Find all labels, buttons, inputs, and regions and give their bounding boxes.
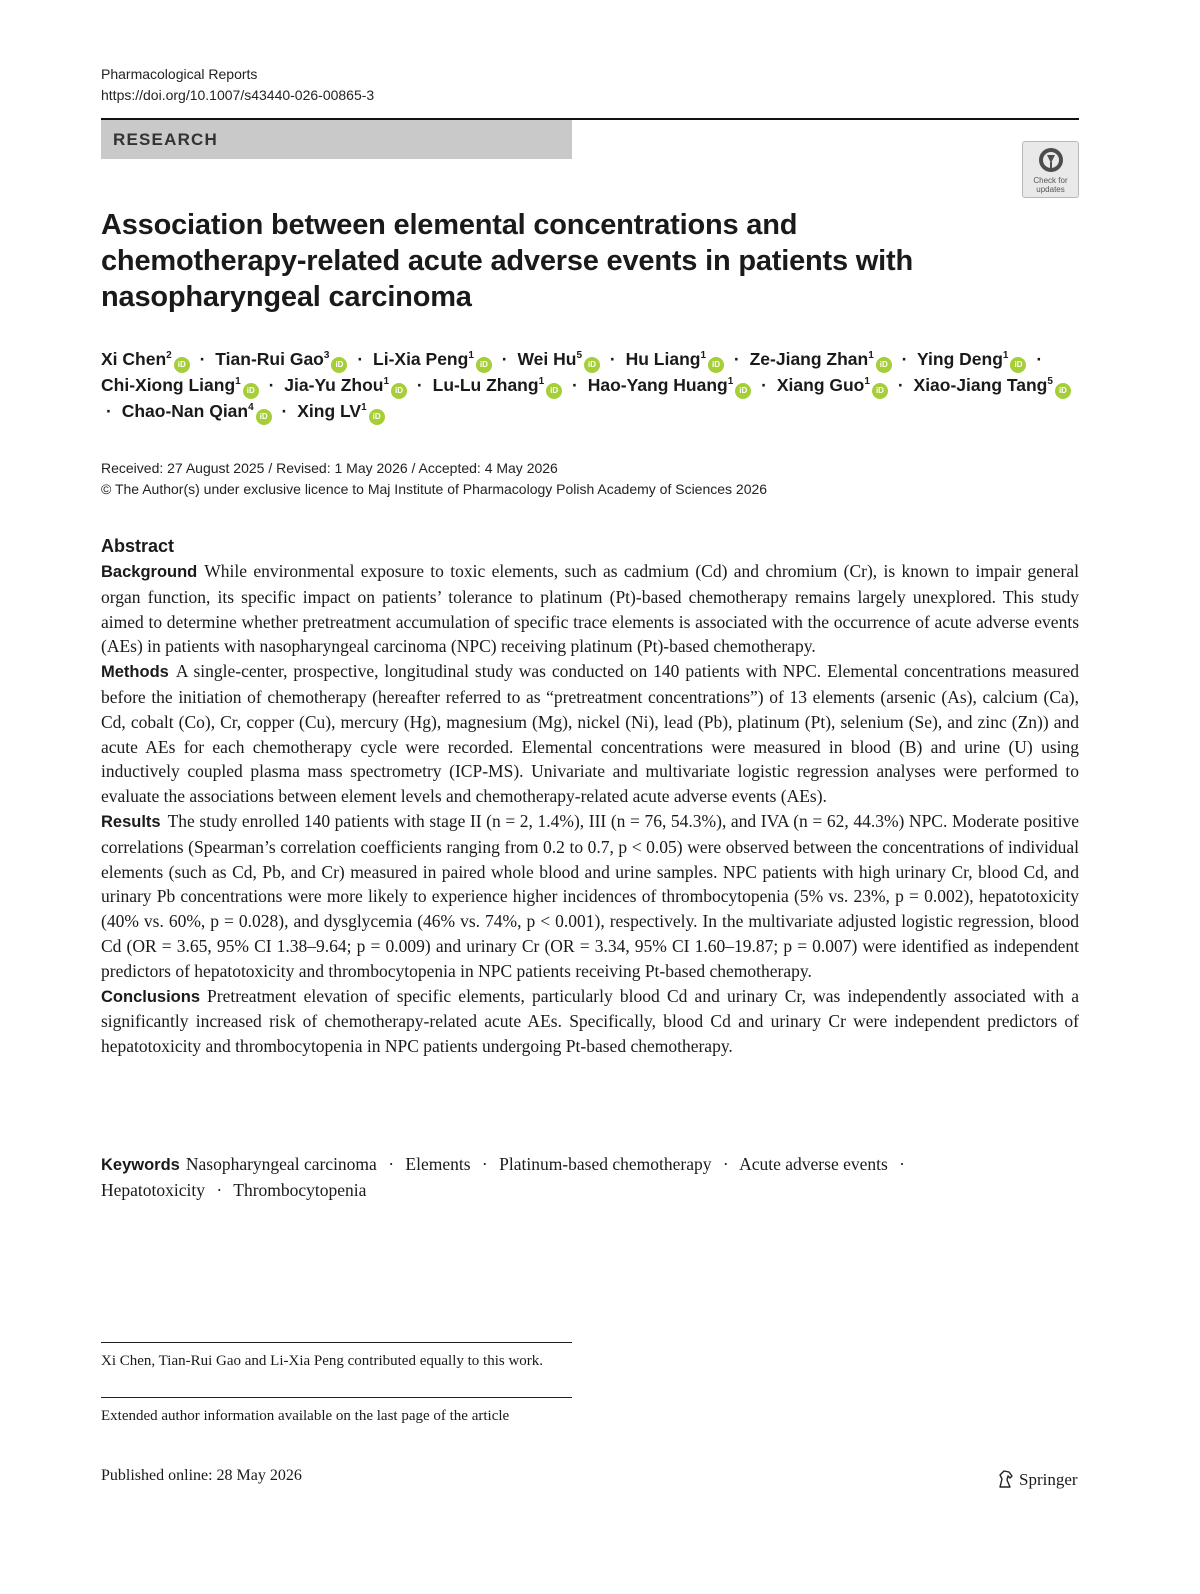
author-name: Chi-Xiong Liang [101, 375, 236, 395]
keyword[interactable]: Hepatotoxicity [101, 1180, 206, 1200]
author-name: Tian-Rui Gao [215, 349, 324, 369]
footnote-rule [101, 1342, 572, 1343]
check-for-updates-label: Check for updates [1033, 176, 1068, 194]
abstract-section-label: Conclusions [101, 987, 201, 1006]
keyword[interactable]: Elements [405, 1154, 471, 1174]
footnote-extended-info: Extended author information available on the last page of the article [101, 1408, 510, 1424]
keyword[interactable]: Acute adverse events [739, 1154, 888, 1174]
author-separator: · [357, 349, 364, 369]
author-name: Li-Xia Peng [373, 349, 469, 369]
abstract-results [101, 809, 1079, 984]
article-title: Association between elemental concentrations and chemotherapy-related acute adverse events in patients with nasopharyngeal carcinoma [101, 209, 913, 313]
author-separator: · [609, 349, 616, 369]
author-name: Xiao-Jiang Tang [913, 375, 1048, 395]
keyword[interactable]: Thrombocytopenia [233, 1180, 367, 1200]
keywords-list [101, 1154, 912, 1200]
footnote-rule [101, 1397, 572, 1398]
author-affiliation: 1 [1002, 350, 1009, 362]
author-affiliation: 5 [1047, 376, 1053, 388]
keywords [101, 1152, 1001, 1203]
author-separator: · [901, 349, 908, 369]
author[interactable] [626, 349, 724, 369]
author-separator: · [106, 401, 112, 421]
section-band [101, 120, 572, 159]
author-affiliation: 1 [864, 376, 870, 388]
abstract-section-text: While environmental exposure to toxic elements, such as cadmium (Cd) and chromium (Cr), is known to impair general organ function, its specific impact on patients’ tolerance to platinum (Pt)-based chemotherapy remains largely unexplored. This study aimed to determine whether pretreatment accumulation of specific trace elements is associated with the occurrence of acute adverse events (AEs) in patients with nasopharyngeal carcinoma (NPC) receiving platinum (Pt)-based chemotherapy. [101, 561, 1079, 657]
section-label: RESEARCH [113, 130, 219, 149]
author[interactable] [297, 401, 384, 421]
keyword-separator: · [722, 1154, 729, 1174]
journal-header [101, 64, 374, 106]
author-affiliation: 1 [235, 376, 241, 388]
keyword-separator: · [388, 1154, 395, 1174]
abstract-section-label: Background [101, 563, 198, 581]
orcid-icon[interactable]: iD [1010, 357, 1026, 373]
author-name: Chao-Nan Qian [121, 401, 249, 421]
abstract-section-text: The study enrolled 140 patients with stage II (n = 2, 1.4%), III (n = 76, 54.3%), and IVA (n = 62, 44.3%) NPC. Moderate positive correlations (Spearman’s correlation coefficients ranging from 0.2 to 0.7, p < 0.05) were observed between the concentrations of individual elements (such as Cd, Pb, and Cr) measured in paired whole blood and urine samples. NPC patients with high urinary Cr, blood Cd, and urinary Pb concentrations were more likely to experience higher incidences of thrombocytopenia (5% vs. 23%, p = 0.002), hepatotoxicity (40% vs. 60%, p = 0.028), and dysglycemia (46% vs. 74%, p < 0.001), respectively. In the multivariate adjusted logistic regression, blood Cd (OR = 3.65, 95% CI 1.38–9.64; p = 0.009) and urinary Cr (OR = 3.34, 95% CI 1.60–19.87; p = 0.007) were identified as independent predictors of hepatotoxicity and thrombocytopenia in NPC patients receiving Pt-based chemotherapy. [101, 810, 1079, 981]
article-dates [101, 458, 767, 500]
orcid-icon[interactable]: iD [476, 357, 492, 373]
author[interactable] [101, 349, 190, 369]
keyword[interactable]: Platinum-based chemotherapy [499, 1154, 712, 1174]
abstract-conclusions [101, 984, 1079, 1059]
abstract-section-text: A single-center, prospective, longitudinal study was conducted on 140 patients with NPC. Elemental concentrations measured before the initiation of chemotherapy (hereafter referred to as “pretreatment concentrations”) of 13 elements (arsenic (As), calcium (Ca), Cd, cobalt (Co), Cr, copper (Cu), mercury (Hg), magnesium (Mg), nickel (Ni), lead (Pb), platinum (Pt), selenium (Se), and zinc (Zn)) and acute AEs for each chemotherapy cycle were recorded. Elemental concentrations were measured in blood (B) and urine (U) using inductively coupled plasma mass spectrometry (ICP-MS). Univariate and multivariate logistic regression analyses were performed to evaluate the associations between element levels and chemotherapy-related acute adverse events (AEs). [101, 661, 1079, 807]
orcid-icon[interactable]: iD [584, 357, 600, 373]
check-for-updates-icon [1038, 147, 1064, 173]
author-name: Wei Hu [517, 349, 577, 369]
author-affiliation: 1 [383, 376, 390, 388]
author[interactable] [215, 349, 347, 369]
orcid-icon[interactable]: iD [331, 357, 347, 373]
author-affiliation: 1 [468, 350, 474, 362]
orcid-icon[interactable]: iD [174, 357, 190, 373]
author[interactable] [588, 375, 752, 395]
author[interactable] [101, 375, 259, 395]
author-name: Lu-Lu Zhang [432, 375, 539, 395]
author-separator: · [281, 401, 288, 421]
publisher-logo[interactable] [996, 1468, 1080, 1492]
author-affiliation: 3 [323, 350, 330, 362]
author-separator: · [733, 349, 740, 369]
check-for-updates-badge[interactable] [1022, 141, 1079, 198]
author-separator: · [501, 349, 508, 369]
author-name: Ying Deng [917, 349, 1003, 369]
author[interactable] [122, 401, 272, 421]
author[interactable] [373, 349, 492, 369]
author-affiliation: 1 [868, 350, 874, 362]
author-name: Xi Chen [101, 349, 167, 369]
abstract-section-label: Results [101, 812, 161, 831]
doi-link[interactable]: https://doi.org/10.1007/s43440-026-00865-3 [101, 87, 375, 103]
abstract-heading: Abstract [101, 536, 175, 556]
keyword-separator: · [899, 1154, 905, 1174]
orcid-icon[interactable]: iD [876, 357, 892, 373]
author[interactable] [914, 375, 1071, 395]
abstract [101, 534, 1079, 1059]
author-affiliation: 2 [166, 350, 172, 362]
keyword[interactable]: Nasopharyngeal carcinoma [185, 1154, 377, 1174]
keywords-label: Keywords [101, 1156, 180, 1174]
orcid-icon[interactable]: iD [256, 409, 272, 425]
author[interactable] [517, 349, 600, 369]
orcid-icon[interactable]: iD [369, 409, 385, 425]
author-affiliation: 1 [700, 350, 707, 362]
author-name: Hao-Yang Huang [587, 375, 728, 395]
author-affiliation: 1 [361, 402, 367, 414]
abstract-section-label: Methods [101, 663, 169, 682]
author-name: Ze-Jiang Zhan [749, 349, 869, 369]
footnote-equal-contribution: Xi Chen, Tian-Rui Gao and Li-Xia Peng contributed equally to this work. [101, 1353, 544, 1369]
author-separator: · [897, 375, 904, 395]
orcid-icon[interactable]: iD [391, 383, 407, 399]
author-affiliation: 4 [248, 402, 254, 414]
history-dates: Received: 27 August 2025 / Revised: 1 May 2026 / Accepted: 4 May 2026 [101, 460, 558, 476]
author-affiliation: 1 [727, 376, 734, 388]
author[interactable] [433, 375, 563, 395]
author-separator: · [572, 375, 578, 395]
author[interactable] [917, 349, 1026, 369]
author-separator: · [199, 349, 206, 369]
author-name: Xiang Guo [776, 375, 865, 395]
keyword-separator: · [216, 1180, 223, 1200]
author-separator: · [761, 375, 767, 395]
orcid-icon[interactable]: iD [708, 357, 724, 373]
author-name: Jia-Yu Zhou [284, 375, 384, 395]
copyright-line: © The Author(s) under exclusive licence to Maj Institute of Pharmacology Polish Academy of Sciences 2026 [101, 481, 768, 497]
publisher-name: Springer [1019, 1470, 1078, 1489]
orcid-icon[interactable]: iD [735, 383, 751, 399]
author[interactable] [750, 349, 892, 369]
abstract-background [101, 559, 1079, 659]
orcid-icon[interactable]: iD [243, 383, 259, 399]
author-name: Xing LV [297, 401, 362, 421]
keyword-separator: · [481, 1154, 488, 1174]
journal-name: Pharmacological Reports [101, 66, 258, 82]
orcid-icon[interactable]: iD [1055, 383, 1071, 399]
author-separator: · [416, 375, 423, 395]
springer-horse-icon [996, 1469, 1016, 1489]
author[interactable] [284, 375, 407, 395]
author-list [101, 347, 1081, 425]
published-online: Published online: 28 May 2026 [101, 1467, 302, 1484]
author-name: Hu Liang [625, 349, 701, 369]
author-separator: · [268, 375, 275, 395]
orcid-icon[interactable]: iD [872, 383, 888, 399]
abstract-methods [101, 659, 1079, 809]
author[interactable] [777, 375, 888, 395]
author-affiliation: 5 [576, 350, 583, 362]
author-affiliation: 1 [538, 376, 545, 388]
orcid-icon[interactable]: iD [546, 383, 562, 399]
author-separator: · [1036, 349, 1043, 369]
abstract-section-text: Pretreatment elevation of specific elements, particularly blood Cd and urinary Cr, was independently associated with a significantly increased risk of chemotherapy-related acute AEs. Specifically, blood Cd and urinary Cr were independent predictors of hepatotoxicity and thrombocytopenia in NPC patients undergoing Pt-based chemotherapy. [101, 985, 1079, 1057]
